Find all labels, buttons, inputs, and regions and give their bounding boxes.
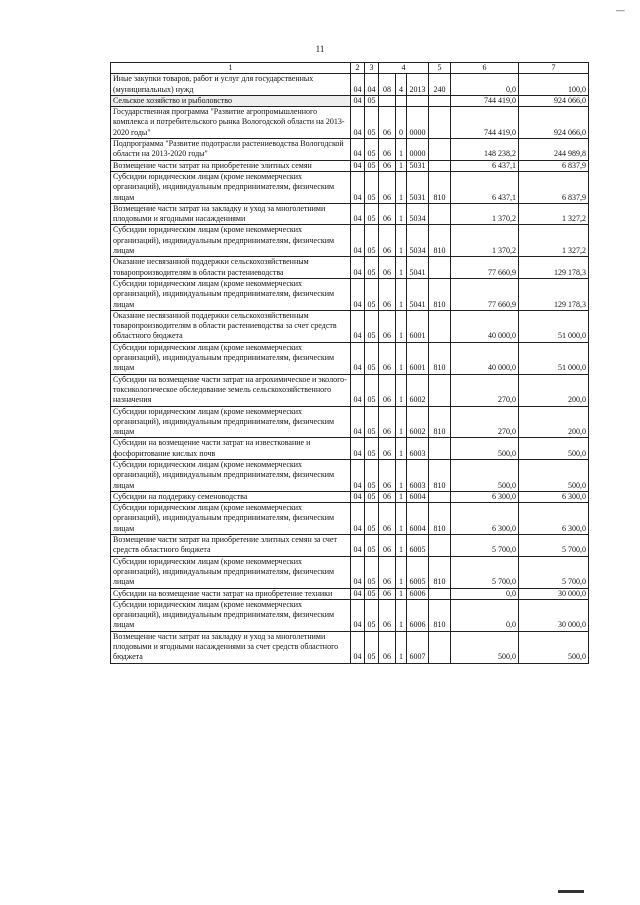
table-row — [111, 257, 589, 279]
row-value-cell: 6 437,1 — [451, 160, 519, 171]
row-value-cell: 06 — [379, 160, 396, 171]
table-row — [111, 503, 589, 535]
row-name-cell: Субсидии юридическим лицам (кроме некоммерческих организаций), индивидуальным предпринимателям, физическим лицам — [111, 556, 351, 588]
table-row — [111, 160, 589, 171]
row-value-cell: 0,0 — [451, 74, 519, 96]
budget-table — [110, 62, 589, 664]
row-value-cell: 810 — [429, 503, 451, 535]
row-value-cell: 129 178,3 — [519, 257, 589, 279]
row-value-cell — [379, 95, 396, 106]
row-value-cell: 810 — [429, 556, 451, 588]
row-value-cell: 6004 — [407, 491, 429, 502]
row-value-cell: 6001 — [407, 342, 429, 374]
row-value-cell: 6007 — [407, 631, 429, 663]
row-value-cell: 1 370,2 — [451, 203, 519, 225]
row-value-cell: 06 — [379, 556, 396, 588]
row-value-cell: 500,0 — [519, 459, 589, 491]
table-row — [111, 171, 589, 203]
row-value-cell: 1 — [396, 599, 407, 631]
row-name-cell: Возмещение части затрат на закладку и уход за многолетними плодовыми и ягодными насаждениями за счет средств областного бюджета — [111, 631, 351, 663]
row-value-cell: 5 700,0 — [451, 535, 519, 557]
row-value-cell: 04 — [351, 107, 365, 139]
row-value-cell: 500,0 — [451, 438, 519, 460]
row-value-cell: 04 — [351, 491, 365, 502]
row-value-cell: 06 — [379, 588, 396, 599]
row-value-cell: 06 — [379, 631, 396, 663]
row-name-cell: Подпрограмма "Развитие подотрасли растениеводства Вологодской области на 2013-2020 годы" — [111, 139, 351, 161]
row-value-cell: 6 437,1 — [451, 171, 519, 203]
row-value-cell — [429, 588, 451, 599]
table-row — [111, 556, 589, 588]
row-name-cell: Сельское хозяйство и рыболовство — [111, 95, 351, 106]
row-value-cell: 06 — [379, 342, 396, 374]
row-value-cell: 5034 — [407, 203, 429, 225]
row-value-cell: 810 — [429, 278, 451, 310]
row-value-cell — [429, 374, 451, 406]
row-value-cell: 04 — [351, 342, 365, 374]
row-value-cell: 04 — [351, 139, 365, 161]
row-value-cell: 5031 — [407, 160, 429, 171]
row-value-cell: 06 — [379, 374, 396, 406]
row-name-cell: Субсидии юридическим лицам (кроме некоммерческих организаций), индивидуальным предпринимателям, физическим лицам — [111, 599, 351, 631]
row-value-cell: 100,0 — [519, 74, 589, 96]
row-value-cell: 1 — [396, 310, 407, 342]
row-value-cell: 06 — [379, 503, 396, 535]
row-value-cell: 744 419,0 — [451, 107, 519, 139]
row-value-cell — [396, 95, 407, 106]
row-value-cell: 924 066,0 — [519, 107, 589, 139]
row-value-cell: 06 — [379, 535, 396, 557]
row-value-cell: 05 — [365, 535, 379, 557]
table-row — [111, 406, 589, 438]
row-value-cell: 06 — [379, 406, 396, 438]
row-value-cell: 05 — [365, 257, 379, 279]
row-value-cell: 6001 — [407, 310, 429, 342]
row-value-cell: 6 300,0 — [519, 491, 589, 502]
row-value-cell: 200,0 — [519, 374, 589, 406]
row-value-cell: 6006 — [407, 599, 429, 631]
row-name-cell: Субсидии на возмещение части затрат на приобретение техники — [111, 588, 351, 599]
row-value-cell: 744 419,0 — [451, 95, 519, 106]
table-row — [111, 342, 589, 374]
row-value-cell: 05 — [365, 556, 379, 588]
row-value-cell: 270,0 — [451, 406, 519, 438]
row-name-cell: Субсидии юридическим лицам (кроме некоммерческих организаций), индивидуальным предпринимателям, физическим лицам — [111, 503, 351, 535]
column-header: 4 — [379, 63, 429, 74]
page-number: 11 — [315, 44, 325, 54]
table-row — [111, 139, 589, 161]
row-value-cell: 05 — [365, 459, 379, 491]
row-value-cell: 1 — [396, 631, 407, 663]
row-name-cell: Субсидии юридическим лицам (кроме некоммерческих организаций), индивидуальным предпринимателям, физическим лицам — [111, 278, 351, 310]
row-value-cell: 1 370,2 — [451, 225, 519, 257]
table-row — [111, 491, 589, 502]
row-name-cell: Субсидии юридическим лицам (кроме некоммерческих организаций), индивидуальным предпринимателям, физическим лицам — [111, 225, 351, 257]
row-value-cell: 04 — [351, 599, 365, 631]
row-value-cell: 1 — [396, 374, 407, 406]
row-value-cell: 05 — [365, 503, 379, 535]
row-value-cell: 810 — [429, 406, 451, 438]
row-value-cell: 4 — [396, 74, 407, 96]
row-name-cell: Иные закупки товаров, работ и услуг для государственных (муниципальных) нужд — [111, 74, 351, 96]
row-value-cell: 244 989,8 — [519, 139, 589, 161]
row-value-cell: 200,0 — [519, 406, 589, 438]
row-value-cell: 0,0 — [451, 588, 519, 599]
row-value-cell: 04 — [351, 556, 365, 588]
row-value-cell: 06 — [379, 459, 396, 491]
row-value-cell: 500,0 — [451, 631, 519, 663]
row-value-cell: 06 — [379, 171, 396, 203]
row-value-cell: 05 — [365, 374, 379, 406]
row-value-cell: 2013 — [407, 74, 429, 96]
row-name-cell: Субсидии юридическим лицам (кроме некоммерческих организаций), индивидуальным предпринимателям, физическим лицам — [111, 459, 351, 491]
row-value-cell — [429, 535, 451, 557]
row-name-cell: Субсидии на возмещение части затрат на известкование и фосфоритование кислых почв — [111, 438, 351, 460]
row-value-cell: 04 — [365, 74, 379, 96]
row-value-cell: 1 — [396, 160, 407, 171]
row-value-cell: 6005 — [407, 556, 429, 588]
row-value-cell: 05 — [365, 160, 379, 171]
row-value-cell — [429, 203, 451, 225]
table-row — [111, 438, 589, 460]
row-value-cell: 6003 — [407, 438, 429, 460]
row-value-cell: 810 — [429, 171, 451, 203]
column-header: 1 — [111, 63, 351, 74]
row-value-cell: 05 — [365, 342, 379, 374]
table-row — [111, 95, 589, 106]
row-name-cell: Субсидии на поддержку семеноводства — [111, 491, 351, 502]
row-value-cell: 5 700,0 — [519, 535, 589, 557]
row-value-cell: 06 — [379, 599, 396, 631]
table-row — [111, 374, 589, 406]
row-value-cell: 0000 — [407, 139, 429, 161]
row-value-cell: 06 — [379, 139, 396, 161]
row-value-cell: 6005 — [407, 535, 429, 557]
row-value-cell — [429, 107, 451, 139]
row-value-cell: 6004 — [407, 503, 429, 535]
row-value-cell: 04 — [351, 631, 365, 663]
row-value-cell: 240 — [429, 74, 451, 96]
row-value-cell: 5034 — [407, 225, 429, 257]
row-value-cell: 1 — [396, 342, 407, 374]
row-name-cell: Субсидии юридическим лицам (кроме некоммерческих организаций), индивидуальным предпринимателям, физическим лицам — [111, 342, 351, 374]
row-value-cell: 5 700,0 — [519, 556, 589, 588]
row-value-cell: 810 — [429, 459, 451, 491]
row-value-cell: 1 — [396, 225, 407, 257]
table-row — [111, 588, 589, 599]
row-value-cell: 04 — [351, 95, 365, 106]
row-value-cell: 1 — [396, 588, 407, 599]
row-value-cell: 0,0 — [451, 599, 519, 631]
column-header: 6 — [451, 63, 519, 74]
column-header: 7 — [519, 63, 589, 74]
row-name-cell: Субсидии на возмещение части затрат на агрохимическое и эколого-токсикологическое обследование земель сельскохозяйственного назначения — [111, 374, 351, 406]
row-value-cell: 06 — [379, 107, 396, 139]
row-value-cell: 1 — [396, 491, 407, 502]
row-value-cell: 500,0 — [519, 631, 589, 663]
row-value-cell: 1 — [396, 535, 407, 557]
row-value-cell: 5041 — [407, 278, 429, 310]
row-value-cell: 77 660,9 — [451, 257, 519, 279]
row-value-cell: 6 837,9 — [519, 160, 589, 171]
row-value-cell: 500,0 — [451, 459, 519, 491]
table-row — [111, 599, 589, 631]
table-body — [111, 74, 589, 663]
row-value-cell: 51 000,0 — [519, 342, 589, 374]
row-value-cell: 05 — [365, 278, 379, 310]
column-header: 3 — [365, 63, 379, 74]
table-row — [111, 107, 589, 139]
row-value-cell: 30 000,0 — [519, 599, 589, 631]
row-value-cell: 51 000,0 — [519, 310, 589, 342]
table-row — [111, 459, 589, 491]
row-value-cell: 04 — [351, 203, 365, 225]
row-value-cell: 77 660,9 — [451, 278, 519, 310]
row-value-cell: 04 — [351, 74, 365, 96]
column-header: 5 — [429, 63, 451, 74]
row-value-cell: 6 837,9 — [519, 171, 589, 203]
row-value-cell: 04 — [351, 310, 365, 342]
table-row — [111, 631, 589, 663]
row-value-cell: 40 000,0 — [451, 310, 519, 342]
row-value-cell: 05 — [365, 406, 379, 438]
row-value-cell: 05 — [365, 588, 379, 599]
row-value-cell: 6 300,0 — [451, 503, 519, 535]
row-value-cell: 1 — [396, 406, 407, 438]
row-value-cell: 0000 — [407, 107, 429, 139]
row-value-cell: 0 — [396, 107, 407, 139]
row-value-cell: 1 — [396, 278, 407, 310]
row-value-cell — [429, 491, 451, 502]
row-value-cell: 05 — [365, 631, 379, 663]
row-value-cell: 04 — [351, 406, 365, 438]
row-value-cell: 5 700,0 — [451, 556, 519, 588]
row-value-cell — [429, 310, 451, 342]
row-value-cell: 04 — [351, 374, 365, 406]
table-row — [111, 310, 589, 342]
row-value-cell: 500,0 — [519, 438, 589, 460]
row-value-cell: 810 — [429, 225, 451, 257]
row-value-cell: 06 — [379, 257, 396, 279]
table-row — [111, 203, 589, 225]
row-name-cell: Субсидии юридическим лицам (кроме некоммерческих организаций), индивидуальным предпринимателям, физическим лицам — [111, 171, 351, 203]
row-value-cell — [407, 95, 429, 106]
row-value-cell: 6002 — [407, 406, 429, 438]
row-value-cell: 1 — [396, 459, 407, 491]
row-value-cell: 1 — [396, 503, 407, 535]
row-value-cell: 1 — [396, 139, 407, 161]
row-value-cell: 6002 — [407, 374, 429, 406]
row-value-cell: 40 000,0 — [451, 342, 519, 374]
row-value-cell — [429, 631, 451, 663]
row-value-cell — [429, 160, 451, 171]
row-value-cell: 04 — [351, 535, 365, 557]
row-name-cell: Оказание несвязанной поддержки сельскохозяйственным товаропроизводителям в области растениеводства за счет средств областного бюджета — [111, 310, 351, 342]
row-name-cell: Государственная программа "Развитие агропромышленного комплекса и потребительского рынка Вологодской области на 2013-2020 годы" — [111, 107, 351, 139]
row-value-cell: 04 — [351, 225, 365, 257]
row-value-cell — [429, 257, 451, 279]
scan-corner-mark: ----- — [615, 6, 624, 15]
row-value-cell: 270,0 — [451, 374, 519, 406]
row-value-cell: 04 — [351, 503, 365, 535]
row-value-cell: 05 — [365, 599, 379, 631]
row-value-cell: 05 — [365, 95, 379, 106]
row-name-cell: Возмещение части затрат на приобретение элитных семян за счет средств областного бюджета — [111, 535, 351, 557]
row-value-cell: 05 — [365, 438, 379, 460]
row-value-cell: 1 327,2 — [519, 203, 589, 225]
row-value-cell: 810 — [429, 599, 451, 631]
row-value-cell: 6 300,0 — [519, 503, 589, 535]
row-value-cell: 04 — [351, 438, 365, 460]
row-name-cell: Возмещение части затрат на закладку и уход за многолетними плодовыми и ягодными насаждениями — [111, 203, 351, 225]
table-row — [111, 74, 589, 96]
row-value-cell: 1 — [396, 556, 407, 588]
scan-mark — [558, 890, 584, 893]
row-name-cell: Возмещение части затрат на приобретение элитных семян — [111, 160, 351, 171]
row-value-cell: 5031 — [407, 171, 429, 203]
row-value-cell: 05 — [365, 203, 379, 225]
row-value-cell: 1 327,2 — [519, 225, 589, 257]
table-header-row — [111, 63, 589, 74]
row-value-cell: 5041 — [407, 257, 429, 279]
row-value-cell: 06 — [379, 203, 396, 225]
row-value-cell: 04 — [351, 278, 365, 310]
row-value-cell: 924 066,0 — [519, 95, 589, 106]
row-value-cell: 148 238,2 — [451, 139, 519, 161]
row-value-cell: 05 — [365, 139, 379, 161]
row-value-cell: 6 300,0 — [451, 491, 519, 502]
row-value-cell: 08 — [379, 74, 396, 96]
row-value-cell: 1 — [396, 257, 407, 279]
row-value-cell: 1 — [396, 171, 407, 203]
column-header: 2 — [351, 63, 365, 74]
row-value-cell: 6006 — [407, 588, 429, 599]
row-value-cell: 05 — [365, 310, 379, 342]
row-value-cell: 05 — [365, 491, 379, 502]
row-value-cell: 30 000,0 — [519, 588, 589, 599]
row-value-cell: 1 — [396, 203, 407, 225]
row-value-cell — [429, 438, 451, 460]
row-value-cell: 05 — [365, 225, 379, 257]
row-value-cell: 129 178,3 — [519, 278, 589, 310]
row-value-cell: 06 — [379, 310, 396, 342]
row-value-cell — [429, 95, 451, 106]
row-value-cell: 810 — [429, 342, 451, 374]
row-value-cell: 06 — [379, 491, 396, 502]
row-value-cell: 04 — [351, 171, 365, 203]
row-value-cell: 04 — [351, 459, 365, 491]
row-value-cell: 05 — [365, 171, 379, 203]
row-value-cell: 6003 — [407, 459, 429, 491]
row-value-cell: 06 — [379, 438, 396, 460]
row-value-cell: 1 — [396, 438, 407, 460]
table-row — [111, 278, 589, 310]
table-row — [111, 225, 589, 257]
row-value-cell: 05 — [365, 107, 379, 139]
row-value-cell: 04 — [351, 160, 365, 171]
row-value-cell — [429, 139, 451, 161]
table-row — [111, 535, 589, 557]
row-name-cell: Оказание несвязанной поддержки сельскохозяйственным товаропроизводителям в области растениеводства — [111, 257, 351, 279]
row-name-cell: Субсидии юридическим лицам (кроме некоммерческих организаций), индивидуальным предпринимателям, физическим лицам — [111, 406, 351, 438]
row-value-cell: 06 — [379, 278, 396, 310]
row-value-cell: 04 — [351, 257, 365, 279]
row-value-cell: 04 — [351, 588, 365, 599]
row-value-cell: 06 — [379, 225, 396, 257]
